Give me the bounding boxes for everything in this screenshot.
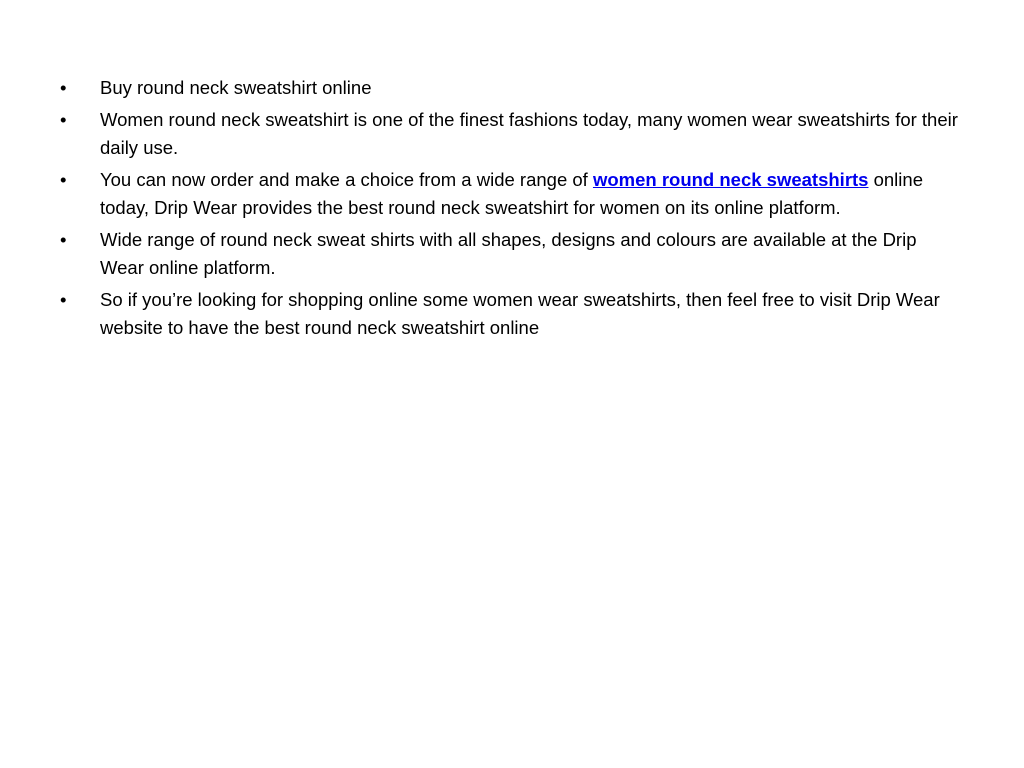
- bullet-text: Buy round neck sweatshirt online: [100, 77, 372, 98]
- list-item: [60, 106, 965, 162]
- bullet-text-before-link: You can now order and make a choice from a wide range of: [100, 169, 593, 190]
- bullet-icon: •: [60, 289, 67, 310]
- list-item: [60, 286, 965, 342]
- list-item: [60, 74, 965, 102]
- list-item: [60, 226, 965, 282]
- bullet-text: Women round neck sweatshirt is one of the finest fashions today, many women wear sweatshirts for their daily use.: [100, 109, 958, 158]
- bullet-text-after-link: online today, Drip Wear provides the best round neck sweatshirt for women on its online platform.: [100, 169, 923, 218]
- bullet-text: Wide range of round neck sweat shirts with all shapes, designs and colours are available at the Drip Wear online platform.: [100, 229, 917, 278]
- bullet-text: So if you’re looking for shopping online some women wear sweatshirts, then feel free to visit Drip Wear website to have the best round neck sweatshirt online: [100, 289, 940, 338]
- bullet-icon: •: [60, 77, 67, 98]
- bullet-icon: •: [60, 169, 67, 190]
- bullet-icon: •: [60, 229, 67, 250]
- women-round-neck-sweatshirts-link[interactable]: women round neck sweatshirts: [592, 169, 869, 190]
- list-item: [60, 166, 965, 222]
- bullet-icon: •: [60, 109, 67, 130]
- bullet-list: [60, 74, 965, 346]
